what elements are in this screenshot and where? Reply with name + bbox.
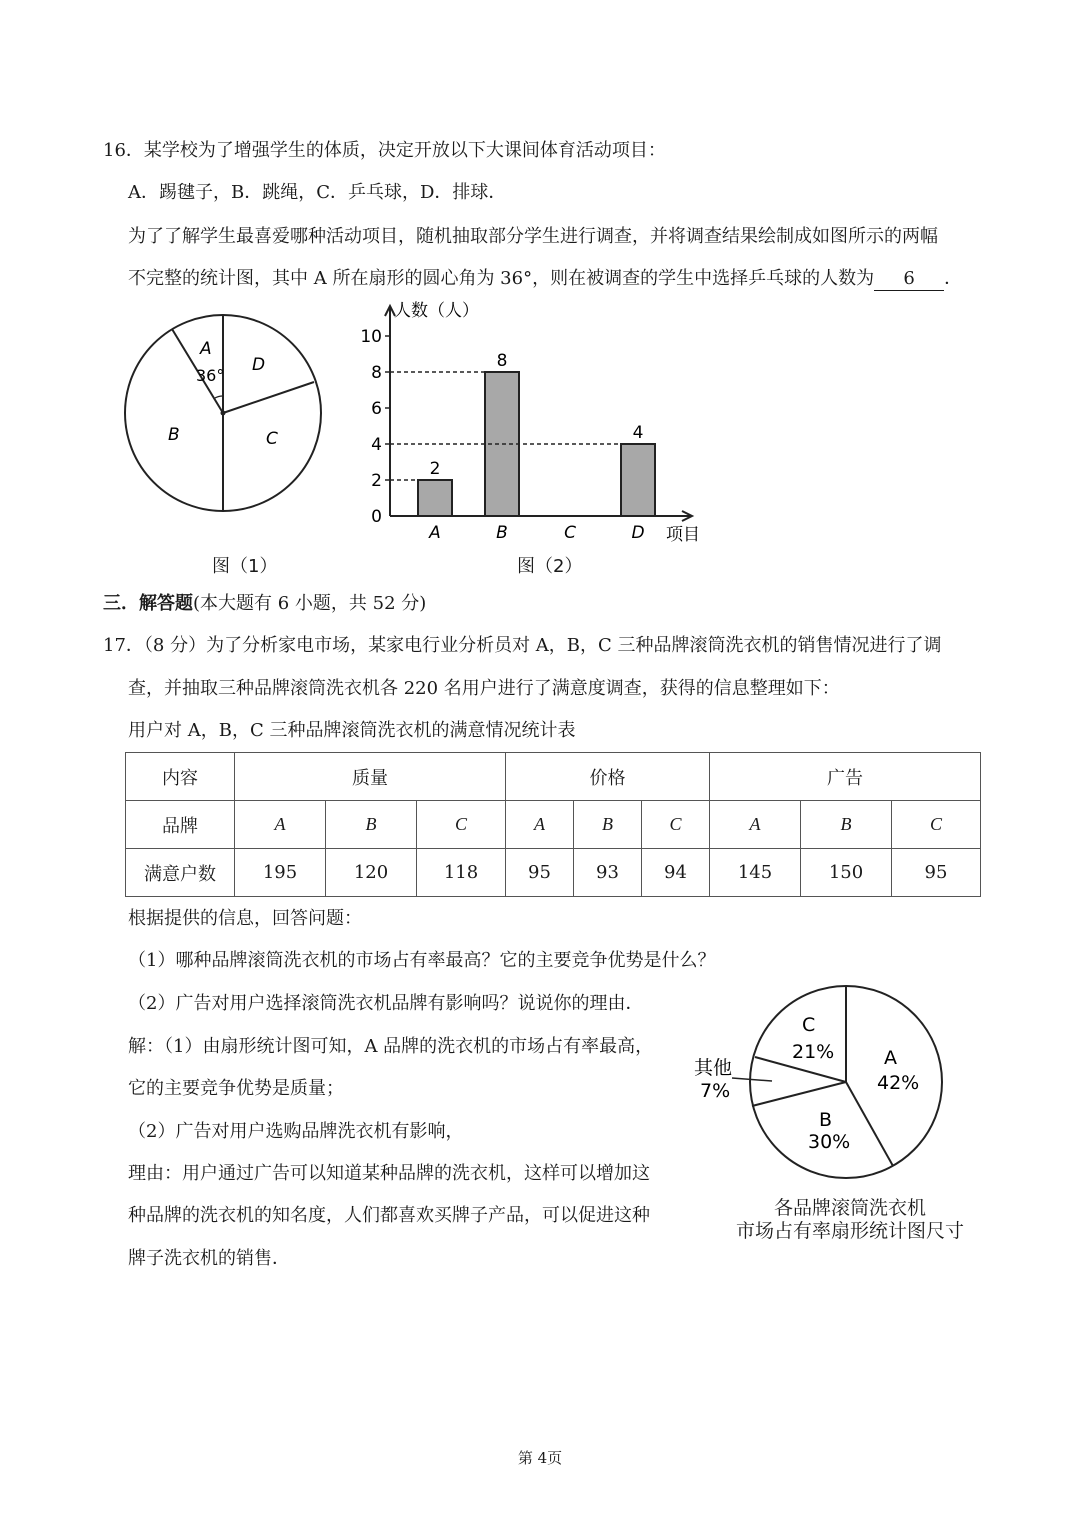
bar <box>621 444 655 516</box>
q16-line4-text: 不完整的统计图，其中 A 所在扇形的圆心角为 36°，则在被调查的学生中选择乒乓球的人数为 <box>128 268 875 289</box>
q17-answer3a: 理由：用户通过广告可以知道某种品牌的洗衣机，这样可以增加这 <box>128 1163 650 1184</box>
q17-table-title: 用户对 A，B，C 三种品牌滚筒洗衣机的满意情况统计表 <box>128 720 576 741</box>
table-brand-cell: B <box>326 801 417 849</box>
table-header-quality: 质量 <box>235 753 506 801</box>
table-brand-cell: B <box>801 801 892 849</box>
q17-answer3c: 牌子洗衣机的销售． <box>128 1248 290 1269</box>
q17-line1: 17．（8 分）为了分析家电市场，某家电行业分析员对 A，B，C 三种品牌滚筒洗衣机的销售情况进行了调 <box>103 635 942 656</box>
x-tick-label: C <box>564 523 576 543</box>
table-count-cell: 150 <box>801 849 892 897</box>
table-brand-cell: C <box>892 801 981 849</box>
table-brand-cell: B <box>574 801 642 849</box>
fig1-label-c: C <box>266 429 278 449</box>
q17-answer2: （2）广告对用户选购品牌洗衣机有影响， <box>128 1121 464 1142</box>
q17-answer1b: 它的主要竞争优势是质量； <box>128 1078 344 1099</box>
q16-answer-blank: 6 <box>874 268 944 291</box>
fig1-radius-d <box>223 382 314 413</box>
x-axis-label: 项目 <box>666 525 700 545</box>
section3-heading <box>103 593 426 615</box>
fig1-label-a: A <box>200 339 212 359</box>
fig1-label-d: D <box>252 355 266 375</box>
y-axis-label: 人数（人） <box>394 301 479 321</box>
market-pie-label-a-name: A <box>884 1047 897 1069</box>
q16-line3: 为了了解学生最喜爱哪种活动项目，随机抽取部分学生进行调查，并将调查结果绘制成如图所示的两幅 <box>128 226 938 247</box>
market-pie-radius-ab <box>846 1082 893 1166</box>
table-header-brand: 品牌 <box>126 801 235 849</box>
table-header-ad: 广告 <box>710 753 981 801</box>
market-pie-leader-line <box>732 1078 772 1081</box>
page-number: 第 4页 <box>517 1449 563 1467</box>
x-tick-label: A <box>429 523 441 543</box>
market-pie-label-other-name: 其他 <box>694 1057 733 1079</box>
q16-line2: A．踢毽子，B．跳绳，C．乒乓球，D．排球． <box>128 182 507 203</box>
table-brand-cell: A <box>235 801 326 849</box>
market-pie-label-b-name: B <box>819 1109 833 1131</box>
q17-answer3b: 种品牌的洗衣机的知名度，人们都喜欢买牌子产品，可以促进这种 <box>128 1205 650 1226</box>
table-row <box>126 801 981 849</box>
table-row <box>126 753 981 801</box>
market-pie-label-a-pct: 42% <box>877 1072 920 1094</box>
satisfaction-table <box>125 752 981 897</box>
table-brand-cell: A <box>506 801 574 849</box>
q16-line4 <box>128 268 962 291</box>
q16-line4-end: ． <box>944 268 963 289</box>
bar-data-label: 8 <box>496 351 508 371</box>
fig2-bar-chart <box>350 296 720 552</box>
market-pie-label-other-pct: 7% <box>700 1080 731 1102</box>
market-pie-caption-2: 市场占有率扇形统计图尺寸 <box>735 1220 964 1242</box>
fig1-center-dot <box>221 411 226 416</box>
bar-data-label: 2 <box>429 459 441 479</box>
table-count-cell: 95 <box>506 849 574 897</box>
market-pie-label-b-pct: 30% <box>808 1131 851 1153</box>
section3-title: 三．解答题 <box>103 593 193 614</box>
y-tick-label: 2 <box>371 471 382 491</box>
x-tick-label: D <box>631 523 645 543</box>
table-count-cell: 93 <box>574 849 642 897</box>
q17-intro: 根据提供的信息，回答问题： <box>128 908 362 929</box>
x-tick-label: B <box>496 523 508 543</box>
table-count-cell: 195 <box>235 849 326 897</box>
table-brand-cell: A <box>710 801 801 849</box>
table-count-cell: 120 <box>326 849 417 897</box>
y-tick-label: 8 <box>371 363 382 383</box>
fig2-bars <box>390 351 655 516</box>
q17-sub2: （2）广告对用户选择滚筒洗衣机品牌有影响吗？说说你的理由． <box>128 993 644 1014</box>
fig1-label-angle: 36° <box>196 366 225 385</box>
table-brand-cell: C <box>642 801 710 849</box>
q16-line1: 16．某学校为了增强学生的体质，决定开放以下大课间体育活动项目： <box>103 140 666 161</box>
fig1-angle-arc <box>214 396 223 399</box>
table-header-count: 满意户数 <box>126 849 235 897</box>
section3-note: (本大题有 6 小题，共 52 分) <box>193 593 427 614</box>
market-pie-caption-1: 各品牌滚筒洗衣机 <box>773 1197 926 1219</box>
table-row <box>126 849 981 897</box>
bar <box>418 480 452 516</box>
fig2-caption: 图（2） <box>517 556 583 577</box>
market-pie-label-c-name: C <box>802 1014 816 1036</box>
q17-answer1a: 解：（1）由扇形统计图可知，A 品牌的洗衣机的市场占有率最高， <box>128 1036 654 1057</box>
q17-sub1: （1）哪种品牌滚筒洗衣机的市场占有率最高？它的主要竞争优势是什么？ <box>128 950 716 971</box>
table-count-cell: 145 <box>710 849 801 897</box>
fig1-label-b: B <box>168 425 180 445</box>
table-count-cell: 118 <box>417 849 506 897</box>
y-tick-label: 4 <box>371 435 382 455</box>
y-tick-label: 10 <box>360 327 382 347</box>
q17-line2: 查，并抽取三种品牌滚筒洗衣机各 220 名用户进行了满意度调查，获得的信息整理如下： <box>128 678 840 699</box>
table-count-cell: 94 <box>642 849 710 897</box>
table-header-content: 内容 <box>126 753 235 801</box>
y-tick-label: 0 <box>371 507 382 527</box>
market-share-pie-chart <box>680 983 960 1183</box>
table-header-price: 价格 <box>506 753 710 801</box>
fig1-caption: 图（1） <box>212 556 278 577</box>
market-pie-radius-bother <box>752 1082 846 1106</box>
fig1-pie-chart <box>120 312 330 522</box>
market-pie-label-c-pct: 21% <box>792 1041 835 1063</box>
y-tick-label: 6 <box>371 399 382 419</box>
table-brand-cell: C <box>417 801 506 849</box>
bar-data-label: 4 <box>632 423 644 443</box>
table-count-cell: 95 <box>892 849 981 897</box>
